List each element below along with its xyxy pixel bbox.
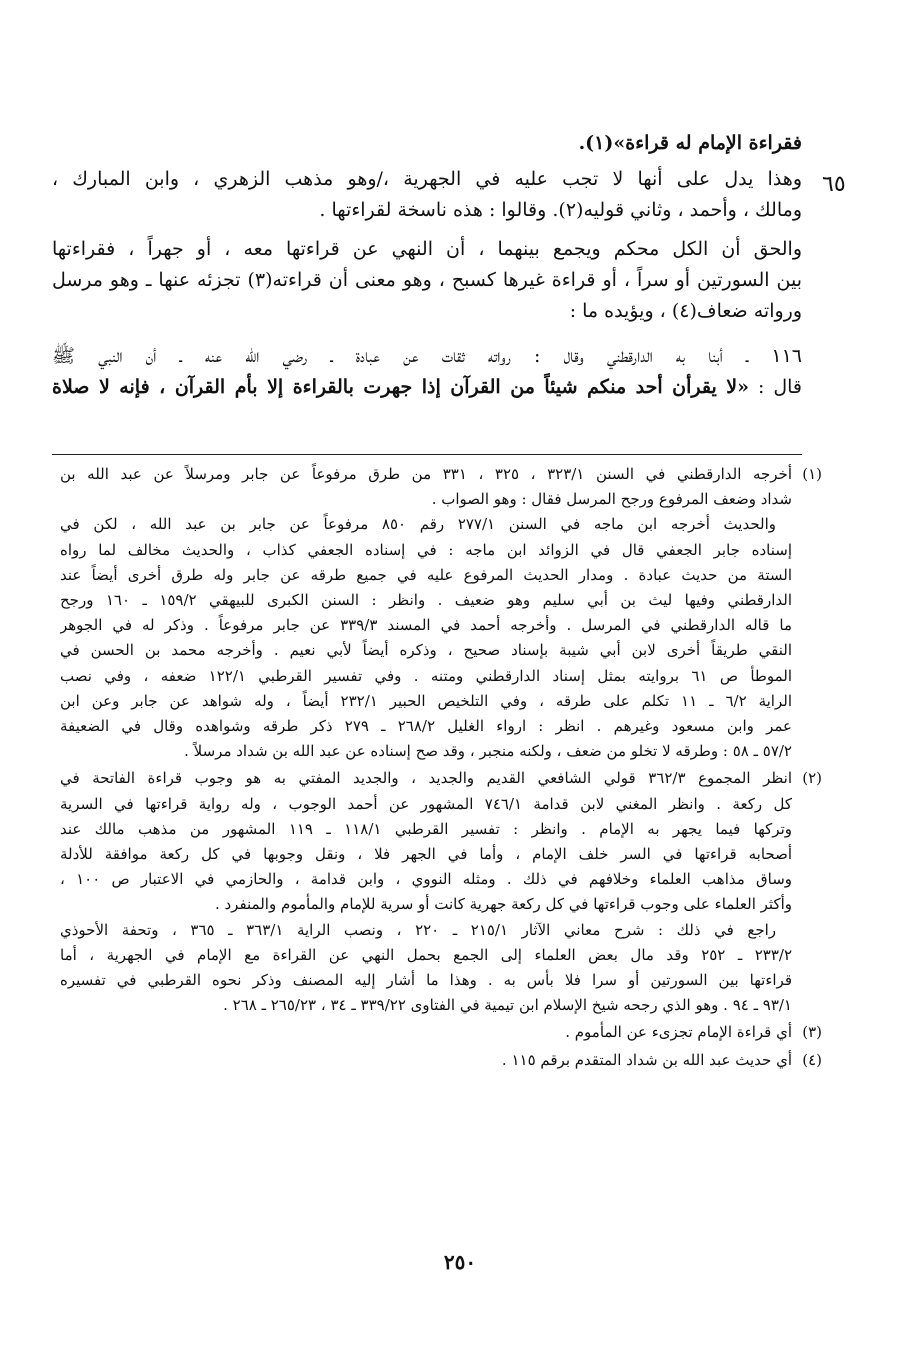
footnote-line: الراية ٦/٢ ـ ١١ تكلم على طرقه ، وفي التلخيص الحبير ٢٣٢/١ أيضاً ، وله شواهد عن جابر وعن ابن — [60, 691, 792, 710]
footnote — [60, 766, 822, 1018]
footnote-number: (١) — [802, 465, 822, 483]
footnote-line: انظر المجموع ٣٦٢/٣ قولي الشافعي القديم والجديد ، والجديد المفتي به هو وجوب قراءة الفاتحة في — [60, 769, 792, 788]
footnote-line: وساق مذاهب العلماء وخلافهم في ذلك . ومثله النووي ، وابن قدامة ، والحازمي في الاعتبار ص ١٠٠ ، — [60, 870, 792, 889]
footnote — [60, 1048, 822, 1073]
hadith-line-1: ١١٦ ـ أبنا به الدارقطني وقال : رواته ثقات عن عبادة ـ رضي الله عنه ـ أن النبي ﷺ — [52, 345, 802, 367]
margin-reference-number: ٦٥ — [822, 172, 846, 197]
text-line: ومالك ، وأحمد ، وثاني قوليه(٢). وقالوا : هذه ناسخة لقراءتها . — [319, 199, 802, 221]
footnote-line: الستة من حديث عبادة . ومدار الحديث المرفوع عليه في جميع طرقه عن جابر وله طرق أخرى أيضاً عند — [60, 565, 792, 584]
footnote-line: أصحابه قراءتها في السر خلف الإمام ، وأما في الجهر فلا ، ونقل وجوبها في كل ركعة موافقة للأدلة — [60, 845, 792, 864]
footnote-line: كل ركعة . وانظر المغني لابن قدامة ٧٤٦/١ المشهور عن أحمد الوجوب ، وله رواية قراءتها في السرية — [60, 794, 792, 813]
paragraph — [52, 164, 802, 226]
footnote-line: وأكثر العلماء على وجوب قراءتها في كل ركعة جهرية كانت أو سرية للإمام والمأموم والمنفرد . — [214, 895, 792, 914]
footnote-line: عمر وابن مسعود وغيرهم . انظر : ارواء الغليل ٢٦٨/٢ ـ ٢٧٩ ذكر طرقه وشواهده وقال في الضعيفة — [60, 717, 792, 736]
footnote-number: (٢) — [802, 769, 822, 788]
footnote-line: قراءتها بين السورتين أو سرا فلا بأس به . وهذا ما أشار إليه المصنف وذكر نحوه القرطبي في تفسيره — [60, 971, 792, 990]
hadith-quote: «لا يقرأن أحد منكم شيئاً من القرآن إذا جهرت بالقراءة إلا بأم القرآن ، فإنه لا صلاة — [52, 376, 750, 398]
hadith-line-2-prefix: قال : — [757, 376, 802, 398]
footnote-line: وتركها فيما يجهر به الإمام . وانظر : تفسير القرطبي ١١٨/١ ـ ١١٩ المشهور من مذهب مالك عند — [60, 819, 792, 838]
paragraphs — [52, 164, 802, 327]
footnote-line: ٥٧/٢ ـ ٥٨ : وطرقه لا تخلو من ضعف ، ولكنه منجبر ، وقد صح إسناده عن عبد الله بن شداد مرسلاً . — [184, 742, 792, 761]
footnote-line: والحديث أخرجه ابن ماجه في السنن ٢٧٧/١ رقم ٨٥٠ مرفوعاً عن جابر بن عبد الله ، لكن في — [60, 515, 776, 534]
footnote-line: أي قراءة الإمام تجزىء عن المأموم . — [565, 1023, 792, 1042]
footnote-number: (٤) — [802, 1050, 822, 1069]
footnote-line: ما قاله الدارقطني في المرسل . وأخرجه أحمد في المسند ٣٣٩/٣ عن جابر مرفوعاً . وذكر له في الجوهر — [60, 616, 792, 635]
page-number: ٢٥٠ — [443, 1250, 477, 1274]
paragraph — [52, 234, 802, 327]
footnote-line: أخرجه الدارقطني في السنن ٣٢٣/١ ، ٣٢٥ ، ٣٣١ من طرق مرفوعاً عن جابر ومرسلاً عن عبد الله بن — [60, 465, 792, 483]
section-heading: فقراءة الإمام له قراءة»(١). — [578, 132, 802, 154]
footnote-line: راجع في ذلك : شرح معاني الآثار ٢١٥/١ ـ ٢٢٠ ، ونصب الراية ٣٦٣/١ ـ ٣٦٥ ، وتحفة الأحوذي — [60, 920, 777, 939]
footnotes — [60, 462, 822, 1075]
footnote-line: الدارقطني وفيها ليث بن أبي سليم وهو ضعيف . وانظر : السنن الكبرى للبيهقي ١٥٩/٢ ـ ١٦٠ ورجح — [60, 591, 792, 610]
footnote-line: النقي طريقاً أخرى لابن أبي شيبة بإسناد صحيح ، وذكره أيضاً لأبي نعيم . وأخرجه محمد بن الحسن في — [60, 641, 792, 660]
footnote-line: أي حديث عبد الله بن شداد المتقدم برقم ١١٥ . — [501, 1050, 792, 1069]
hadith-line-2 — [52, 372, 802, 403]
hadith-116 — [52, 341, 802, 403]
text-line: ورواته ضعاف(٤) ، ويؤيده ما : — [569, 300, 802, 322]
main-text — [52, 128, 802, 411]
text-line: والحق أن الكل محكم ويجمع بينهما ، أن النهي عن قراءتها معه ، أو جهراً ، فقراءتها — [52, 238, 802, 260]
footnote — [60, 462, 822, 764]
text-line: وهذا يدل على أنها لا تجب عليه في الجهرية ،/وهو مذهب الزهري ، وابن المبارك ، — [52, 168, 802, 190]
footnote-line: إسناده جابر الجعفي قال في الزوائد ابن ماجه : في إسناده الجعفي كذاب ، والحديث مخالف لما رواه — [60, 540, 792, 559]
footnote-number: (٣) — [802, 1023, 822, 1042]
footnote-line: ٢٣٣/٢ ـ ٢٥٢ وقد مال بعض العلماء إلى الجمع بحمل النهي عن القراءة مع الإمام في الجهرية ، أما — [60, 945, 792, 964]
footnote-line: ٩٣/١ ـ ٩٤ . وهو الذي رجحه شيخ الإسلام ابن تيمية في الفتاوى ٣٣٩/٢٢ ـ ٣٤ ، ٢٦٥/٢٣ ـ ٢٦٨ . — [223, 996, 792, 1015]
footnote-divider — [52, 454, 802, 455]
footnote-line: شداد وضعف المرفوع ورجح المرسل فقال : وهو الصواب . — [431, 490, 792, 509]
footnote-line: الموطأ ص ٦١ بروايته بمثل إسناد الدارقطني ومتنه . وفي تفسير القرطبي ١٢٢/١ ضعفه ، وفي نصب — [60, 666, 792, 685]
footnote — [60, 1020, 822, 1045]
text-line: بين السورتين أو سراً ، أو قراءة غيرها كسبح ، وهو معنى أن قراءته(٣) تجزئه عنها ـ وهو مرسل — [52, 269, 802, 291]
